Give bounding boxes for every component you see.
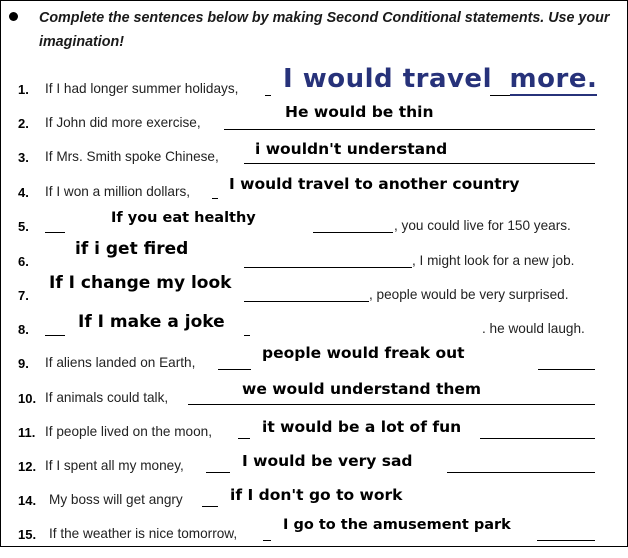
item-number: 5. <box>18 219 29 234</box>
item-prompt: My boss will get angry <box>49 492 183 507</box>
blank-line <box>45 232 65 233</box>
blank-line <box>218 369 251 370</box>
item-suffix: , you could live for 150 years. <box>394 218 571 233</box>
answer-text: I would be very sad <box>242 452 413 470</box>
item-prompt: If the weather is nice tomorrow, <box>49 526 238 541</box>
item-prompt: If animals could talk, <box>45 390 169 405</box>
item-number: 7. <box>18 288 29 303</box>
exercise-row-11 <box>0 418 628 456</box>
item-number: 10. <box>18 391 37 406</box>
answer-text: we would understand them <box>242 380 482 398</box>
blank-line <box>447 472 595 473</box>
item-number: 3. <box>18 150 29 165</box>
item-suffix: . he would laugh. <box>482 321 585 336</box>
item-prompt: If Mrs. Smith spoke Chinese, <box>45 149 219 164</box>
item-prompt: If John did more exercise, <box>45 115 201 130</box>
item-prompt: If I spent all my money, <box>45 458 184 473</box>
blank-line <box>45 335 65 336</box>
blank-line <box>244 301 369 302</box>
answer-text: people would freak out <box>262 344 465 362</box>
blank-line <box>537 540 595 541</box>
blank-line <box>480 438 595 439</box>
item-number: 11. <box>18 425 36 440</box>
blank-line <box>263 540 271 541</box>
blank-line <box>224 129 595 130</box>
item-suffix: , I might look for a new job. <box>412 253 575 268</box>
blank-line <box>206 472 230 473</box>
item-prompt: If I had longer summer holidays, <box>45 81 239 96</box>
item-number: 15. <box>18 527 37 542</box>
item-number: 9. <box>18 356 29 371</box>
answer-text: He would be thin <box>285 103 434 121</box>
blank-line <box>244 267 412 268</box>
item-number: 14. <box>18 493 37 508</box>
blank-line <box>244 163 595 164</box>
blank-line <box>538 369 595 370</box>
item-number: 2. <box>18 116 29 131</box>
exercise-row-4 <box>0 175 628 216</box>
blank-line <box>212 198 218 199</box>
blank-line <box>265 95 271 96</box>
item-prompt: If I won a million dollars, <box>45 184 191 199</box>
answer-text: if I don't go to work <box>230 486 403 504</box>
blank-line <box>202 506 218 507</box>
item-suffix: , people would be very surprised. <box>369 287 569 302</box>
item-number: 6. <box>18 254 29 269</box>
item-prompt: If people lived on the moon, <box>45 424 213 439</box>
answer-part-2: more. <box>509 64 598 94</box>
handwritten-answer-1 <box>283 64 597 94</box>
bullet-point <box>9 12 18 21</box>
answer-text: i wouldn't understand <box>255 140 448 158</box>
blank-line <box>188 404 595 405</box>
instructions-line-1: Complete the sentences below by making Second Conditional statements. Use your <box>39 10 610 26</box>
exercise-row-12 <box>0 452 628 490</box>
instructions <box>39 6 624 54</box>
answer-text: if i get fired <box>75 239 189 259</box>
answer-part-1: I would travel <box>283 64 492 94</box>
instructions-line-2: imagination! <box>39 34 124 50</box>
item-number: 4. <box>18 185 29 200</box>
answer-text: it would be a lot of fun <box>262 418 462 436</box>
blank-line <box>313 232 393 233</box>
answer-text: If I change my look <box>49 273 232 293</box>
blank-line <box>238 438 250 439</box>
answer-text: If I make a joke <box>78 312 225 332</box>
answer-text: I would travel to another country <box>229 175 520 193</box>
item-number: 1. <box>18 82 29 97</box>
answer-text: If you eat healthy <box>111 210 256 226</box>
answer-text: I go to the amusement park <box>283 517 511 533</box>
blank-line <box>244 335 250 336</box>
exercise-row-10 <box>0 380 628 422</box>
exercise-row-15 <box>0 517 628 558</box>
item-number: 12. <box>18 459 37 474</box>
item-number: 8. <box>18 322 29 337</box>
item-prompt: If aliens landed on Earth, <box>45 355 196 370</box>
